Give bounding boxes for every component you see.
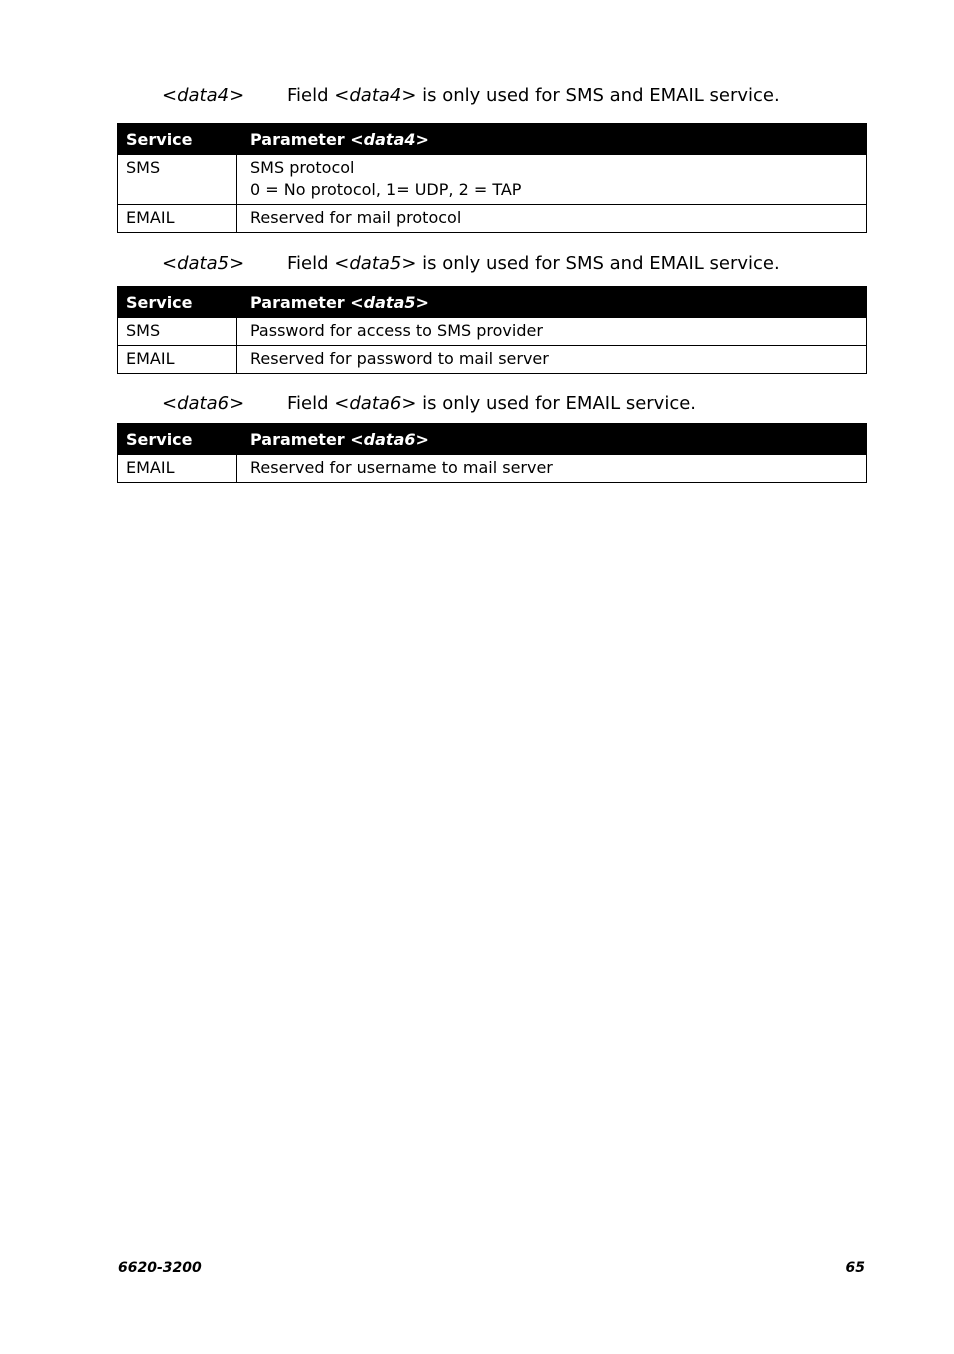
field-tag: <data6> [162,393,245,414]
parameter-table [117,286,867,374]
service-cell: EMAIL [118,455,237,483]
field-description: Field <data5> is only used for SMS and EMAIL service. [287,253,780,274]
parameter-table [117,123,867,233]
footer-doc-number: 6620-3200 [118,1260,202,1276]
field-tag: <data5> [162,253,245,274]
table-row [118,155,867,205]
table-row [118,205,867,233]
service-cell: SMS [118,318,237,346]
service-cell: EMAIL [118,346,237,374]
header-service: Service [118,287,237,318]
parameter-cell: Reserved for username to mail server [237,455,867,483]
parameter-cell: Reserved for password to mail server [237,346,867,374]
service-cell: EMAIL [118,205,237,233]
header-parameter: Parameter <data5> [237,287,867,318]
footer-page-number: 65 [845,1260,865,1276]
header-service: Service [118,424,237,455]
table-header-row [118,287,867,318]
header-parameter: Parameter <data6> [237,424,867,455]
table-header-row [118,124,867,155]
table-header-row [118,424,867,455]
field-description: Field <data4> is only used for SMS and EMAIL service. [287,85,780,106]
parameter-cell: Password for access to SMS provider [237,318,867,346]
service-cell: SMS [118,155,237,205]
table-row [118,346,867,374]
header-parameter: Parameter <data4> [237,124,867,155]
header-service: Service [118,124,237,155]
table-row [118,318,867,346]
parameter-table [117,423,867,483]
field-tag: <data4> [162,85,245,106]
parameter-cell: Reserved for mail protocol [237,205,867,233]
table-row [118,455,867,483]
parameter-cell: SMS protocol 0 = No protocol, 1= UDP, 2 = TAP [237,155,867,205]
field-description: Field <data6> is only used for EMAIL service. [287,393,697,414]
